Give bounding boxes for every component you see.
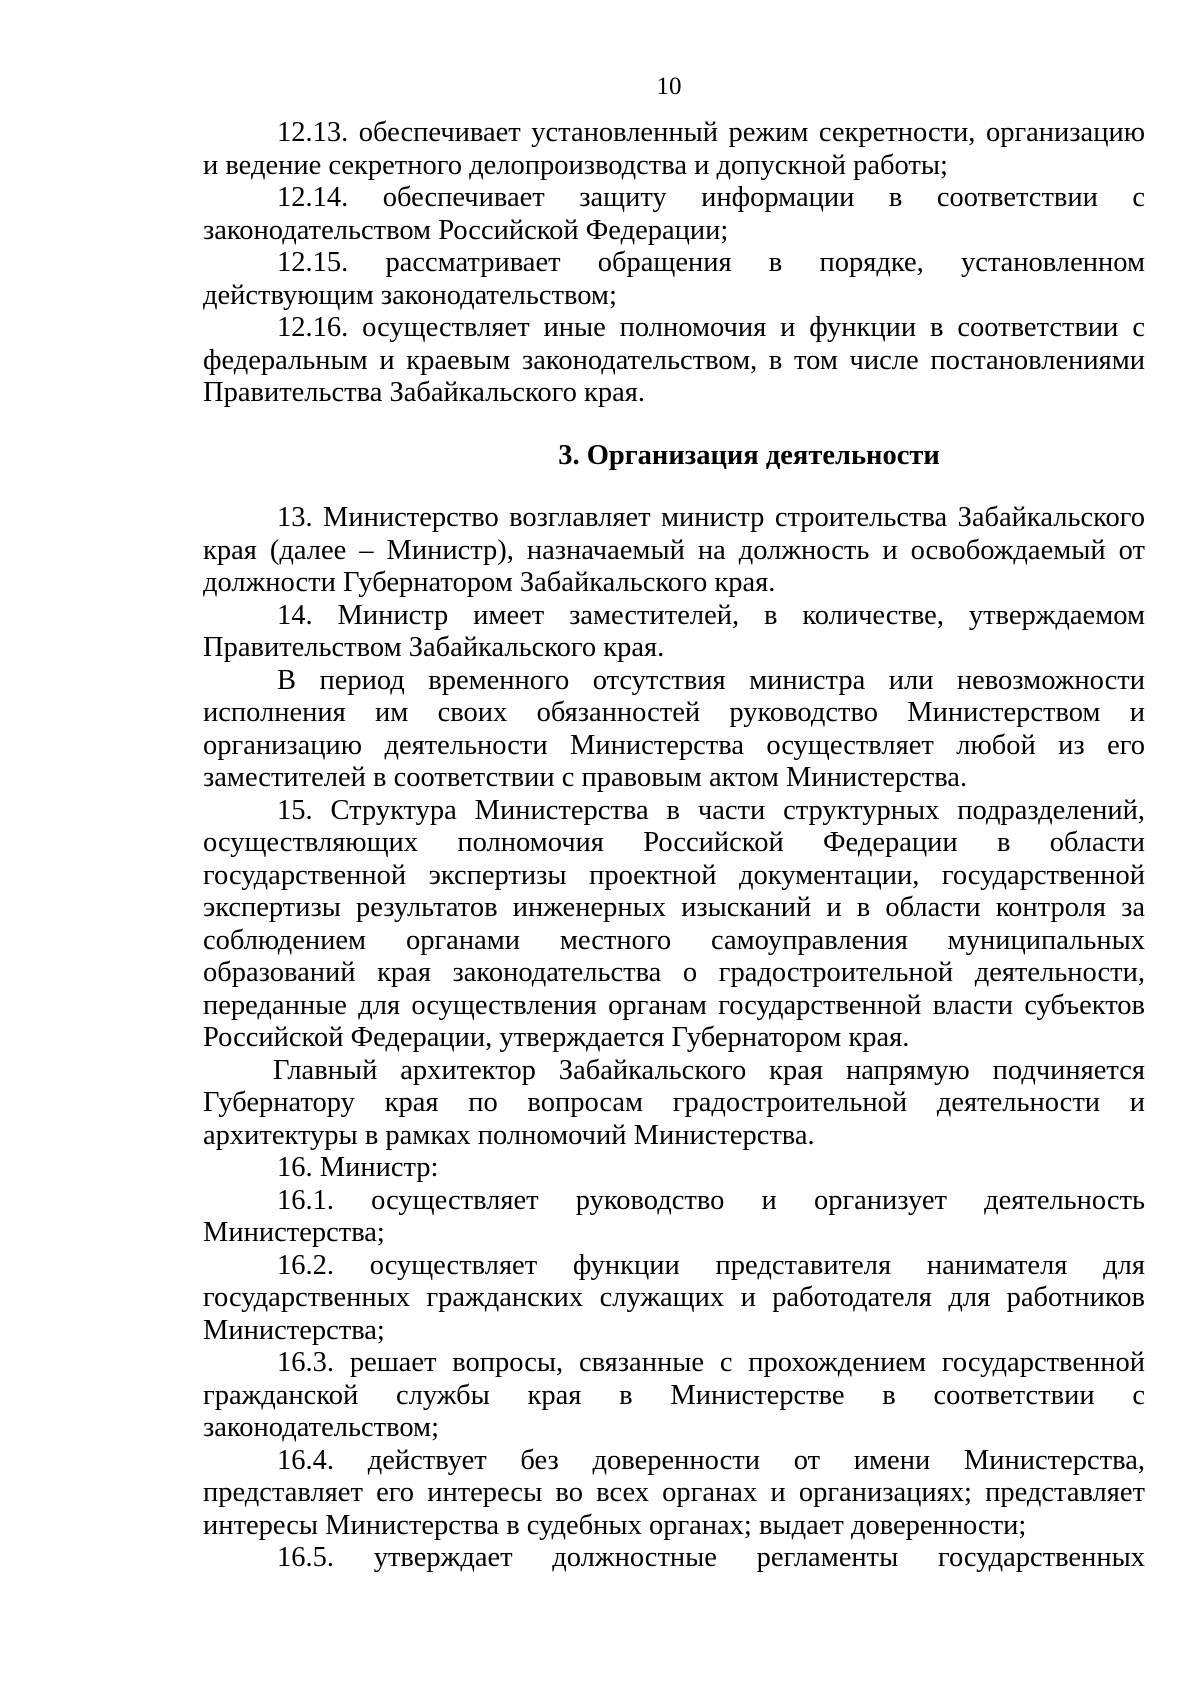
paragraph-12-16: 12.16. осуществляет иные полномочия и функции в соответствии с федеральным и краевым законодательством, в том числе постановлениями Правительства Забайкальского края. <box>203 312 1145 408</box>
paragraph-13: 13. Министерство возглавляет министр строительства Забайкальского края (далее – Министр), назначаемый на должность и освобождаемый от должности Губернатором Забайкальского края. <box>203 502 1145 598</box>
page-number: 10 <box>656 73 682 100</box>
paragraph-16-2: 16.2. осуществляет функции представителя нанимателя для государственных гражданских служащих и работодателя для работников Министерства; <box>203 1249 1145 1346</box>
paragraph-16-1: 16.1. осуществляет руководство и организует деятельность Министерства; <box>203 1184 1145 1248</box>
paragraph-12-13: 12.13. обеспечивает установленный режим секретности, организацию и ведение секретного делопроизводства и допускной работы; <box>203 117 1145 181</box>
paragraph-16: 16. Министр: <box>277 1152 439 1183</box>
paragraph-12-15: 12.15. рассматривает обращения в порядке, установленном действующим законодательством; <box>203 247 1145 311</box>
paragraph-14: 14. Министр имеет заместителей, в количестве, утверждаемом Правительством Забайкальского края. <box>203 599 1145 663</box>
paragraph-15: 15. Структура Министерства в части структурных подразделений, осуществляющих полномочия Российской Федерации в области государственной экспертизы проектной документации, государственной экспертизы результатов инженерных изысканий и в области контроля за соблюдением органами местного самоуправления муниципальных образований края законодательства о градостроительной деятельности, переданные для осуществления органам государственной власти субъектов Российской Федерации, утверждается Губернатором края. <box>203 794 1145 1053</box>
section-heading: 3. Организация деятельности <box>558 439 940 471</box>
paragraph-12-14: 12.14. обеспечивает защиту информации в соответствии с законодательством Российской Федерации; <box>203 182 1145 246</box>
document-body <box>203 117 1145 1575</box>
paragraph-15-continued: Главный архитектор Забайкальского края напрямую подчиняется Губернатору края по вопросам градостроительной деятельности и архитектуры в рамках полномочий Министерства. <box>203 1054 1145 1151</box>
paragraph-16-4: 16.4. действует без доверенности от имени Министерства, представляет его интересы во всех органах и организациях; представляет интересы Министерства в судебных органах; выдает доверенности; <box>203 1444 1145 1541</box>
paragraph-16-5: 16.5. утверждает должностные регламенты государственных <box>277 1542 1145 1573</box>
paragraph-16-3: 16.3. решает вопросы, связанные с прохождением государственной гражданской службы края в Министерстве в соответствии с законодательством; <box>203 1347 1145 1443</box>
paragraph-14-continued: В период временного отсутствия министра или невозможности исполнения им своих обязанностей руководство Министерством и организацию деятельности Министерства осуществляет любой из его заместителей в соответствии с правовым актом Министерства. <box>203 664 1145 793</box>
